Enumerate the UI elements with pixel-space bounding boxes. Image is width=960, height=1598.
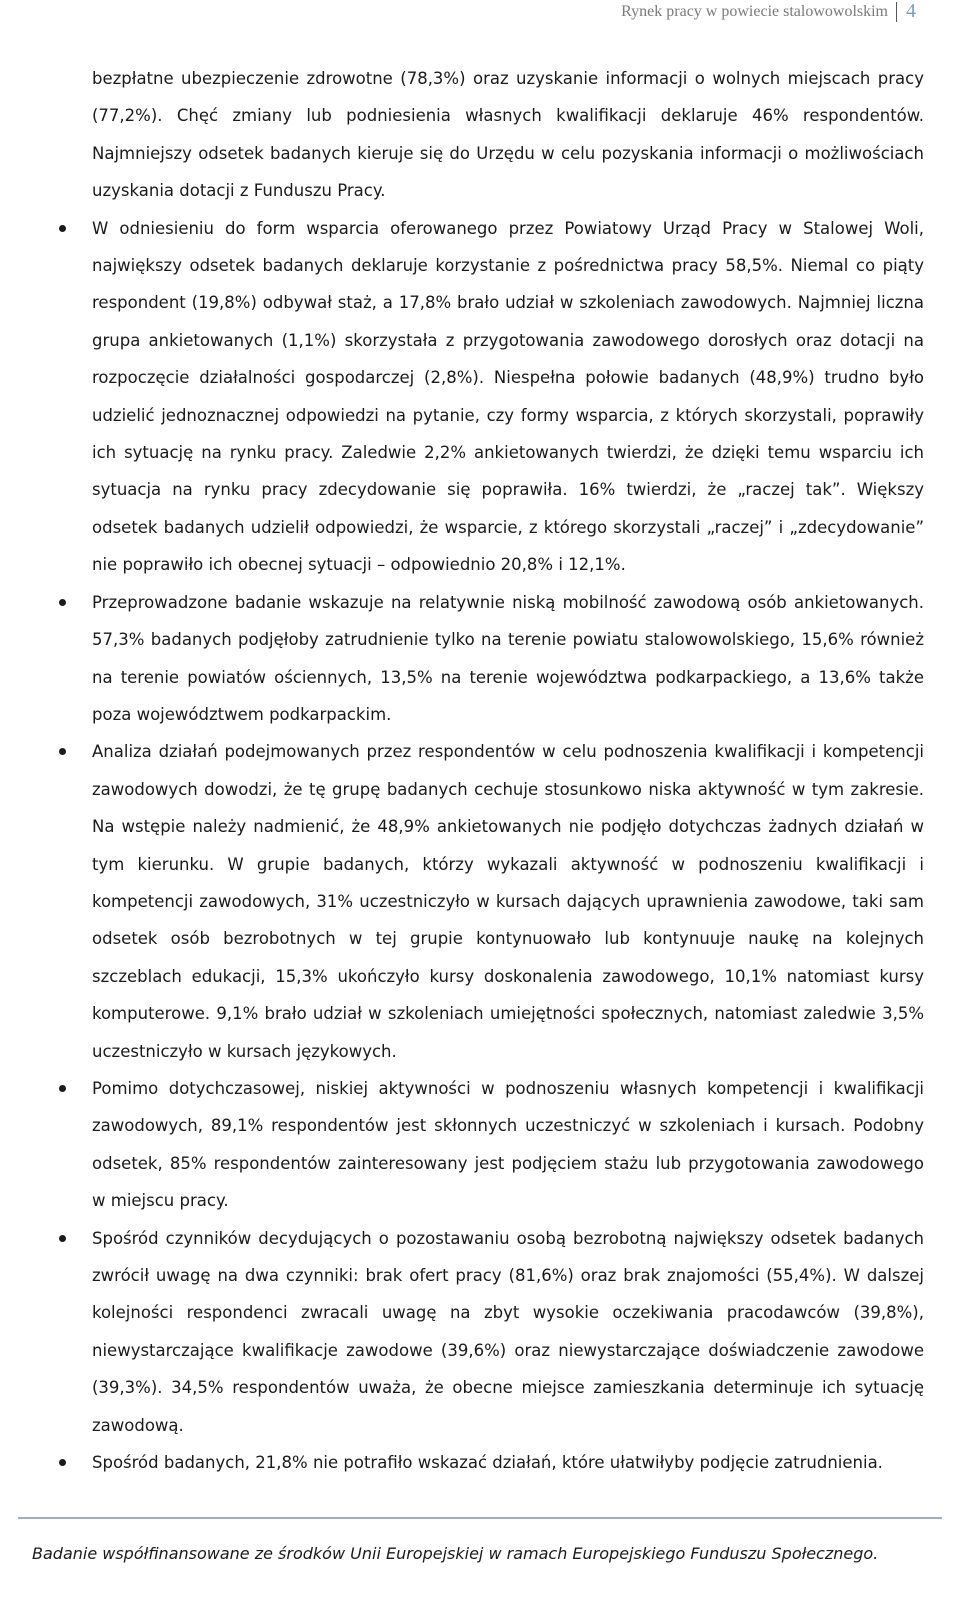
running-title: Rynek pracy w powiecie stalowowolskim: [621, 3, 888, 20]
list-item: [92, 1220, 924, 1444]
page-number: 4: [906, 0, 916, 22]
document-body: [92, 60, 924, 1481]
bullet-icon: [59, 1085, 66, 1092]
list-item: [92, 733, 924, 1070]
list-item: [92, 1444, 924, 1481]
list-item-text: W odniesieniu do form wsparcia oferowanego przez Powiatowy Urząd Pracy w Stalowej Woli, największy odsetek badanych deklaruje korzystanie z pośrednictwa pracy 58,5%. Niemal co piąty respondent (19,8%) odbywał staż, a 17,8% brało udział w szkoleniach zawodowych. Najmniej liczna grupa ankietowanych (1,1%) skorzystała z przygotowania zawodowego dorosłych oraz dotacji na rozpoczęcie działalności gospodarczej (2,8%). Niespełna połowie badanych (48,9%) trudno było udzielić jednoznacznej odpowiedzi na pytanie, czy formy wsparcia, z których skorzystali, poprawiły ich sytuację na rynku pracy. Zaledwie 2,2% ankietowanych twierdzi, że dzięki temu wsparciu ich sytuacja na rynku pracy zdecydowanie się poprawiła. 16% twierdzi, że „raczej tak”. Większy odsetek badanych udzielił odpowiedzi, że wsparcie, z którego skorzystali „raczej” i „zdecydowanie” nie poprawiło ich obecnej sytuacji – odpowiednio 20,8% i 12,1%.: [92, 218, 924, 575]
footer-divider: [18, 1517, 942, 1519]
bullet-icon: [59, 599, 66, 606]
bullet-list: [92, 210, 924, 1482]
list-item-text: Przeprowadzone badanie wskazuje na relatywnie niską mobilność zawodową osób ankietowanych. 57,3% badanych podjęłoby zatrudnienie tylko na terenie powiatu stalowowolskiego, 15,6% również na terenie powiatów ościennych, 13,5% na terenie województwa podkarpackiego, a 13,6% także poza województwem podkarpackim.: [92, 592, 924, 724]
list-item: [92, 1070, 924, 1220]
list-item-text: Spośród badanych, 21,8% nie potrafiło wskazać działań, które ułatwiłyby podjęcie zatrudnienia.: [92, 1453, 883, 1473]
intro-paragraph: bezpłatne ubezpieczenie zdrowotne (78,3%) oraz uzyskanie informacji o wolnych miejscach pracy (77,2%). Chęć zmiany lub podniesienia własnych kwalifikacji deklaruje 46% respondentów. Najmniejszy odsetek badanych kieruje się do Urzędu w celu pozyskania informacji o możliwościach uzyskania dotacji z Funduszu Pracy.: [92, 69, 924, 201]
bullet-icon: [59, 748, 66, 755]
list-item-text: Spośród czynników decydujących o pozostawaniu osobą bezrobotną największy odsetek badanych zwrócił uwagę na dwa czynniki: brak ofert pracy (81,6%) oraz brak znajomości (55,4%). W dalszej kolejności respondenci zwracali uwagę na zbyt wysokie oczekiwania pracodawców (39,8%), niewystarczające kwalifikacje zawodowe (39,6%) oraz niewystarczające doświadczenie zawodowe (39,3%). 34,5% respondentów uważa, że obecne miejsce zamieszkania determinuje ich sytuację zawodową.: [92, 1228, 924, 1435]
footer-note: Badanie współfinansowane ze środków Unii Europejskiej w ramach Europejskiego Funduszu Społecznego.: [32, 1544, 879, 1563]
header-separator: [896, 2, 897, 22]
list-item-text: Pomimo dotychczasowej, niskiej aktywności w podnoszeniu własnych kompetencji i kwalifikacji zawodowych, 89,1% respondentów jest skłonnych uczestniczyć w szkoleniach i kursach. Podobny odsetek, 85% respondentów zainteresowany jest podjęciem stażu lub przygotowania zawodowego w miejscu pracy.: [92, 1078, 924, 1211]
bullet-icon: [59, 1459, 66, 1466]
bullet-icon: [59, 225, 66, 232]
page-header: [0, 0, 960, 30]
list-item: [92, 584, 924, 734]
list-item: [92, 210, 924, 584]
list-item-text: Analiza działań podejmowanych przez respondentów w celu podnoszenia kwalifikacji i kompetencji zawodowych dowodzi, że tę grupę badanych cechuje stosunkowo niska aktywność w tym zakresie. Na wstępie należy nadmienić, że 48,9% ankietowanych nie podjęło dotychczas żadnych działań w tym kierunku. W grupie badanych, którzy wykazali aktywność w podnoszeniu kwalifikacji i kompetencji zawodowych, 31% uczestniczyło w kursach dających uprawnienia zawodowe, taki sam odsetek osób bezrobotnych w tej grupie kontynuowało lub kontynuuje naukę na kolejnych szczeblach edukacji, 15,3% ukończyło kursy doskonalenia zawodowego, 10,1% natomiast kursy komputerowe. 9,1% brało udział w szkoleniach umiejętności społecznych, natomiast zaledwie 3,5% uczestniczyło w kursach językowych.: [92, 742, 924, 1061]
bullet-icon: [59, 1235, 66, 1242]
